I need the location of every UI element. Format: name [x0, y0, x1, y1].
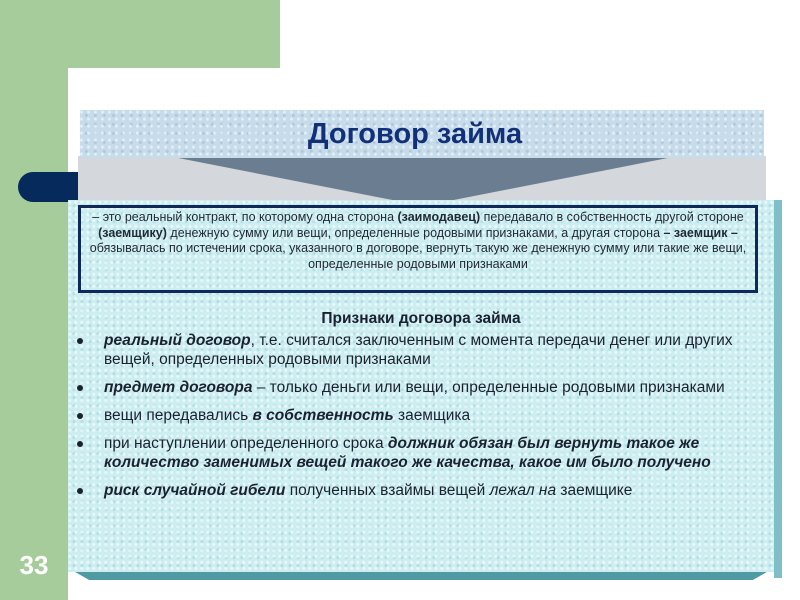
bullet-icon: [73, 378, 87, 397]
feature-item: [70, 378, 760, 397]
feature-item: [70, 481, 760, 500]
features-title: Признаки договора займа: [321, 310, 521, 327]
feature-emphasis: в собственность: [252, 407, 394, 424]
feature-text: вещи передавались: [104, 407, 253, 424]
features-list: [70, 331, 760, 509]
bullet-icon: [73, 406, 87, 425]
definition-borrower: (заемщику): [98, 225, 167, 240]
slide-number: 33: [19, 550, 49, 580]
title-box: [80, 110, 764, 158]
definition-text: передавало в собственность другой стороне: [480, 210, 744, 224]
feature-text: – только деньги или вещи, определенные родовыми признаками: [252, 379, 725, 396]
green-side-band: [0, 0, 68, 600]
bullet-icon: [73, 481, 87, 500]
feature-item: [70, 434, 760, 472]
feature-emphasis: риск случайной гибели: [104, 482, 286, 499]
content-box-edge: [774, 200, 782, 578]
feature-italic: лежал на: [489, 482, 557, 499]
feature-emphasis: должник обязан был вернуть такое же количество заменимых вещей такого же качества, какое им было получено: [104, 435, 711, 471]
slide-title: Договор займа: [307, 117, 523, 150]
feature-text: заемщике: [556, 482, 633, 499]
definition-text: – это реальный контракт, по которому одна сторона: [92, 210, 398, 224]
bullet-icon: [73, 331, 87, 350]
feature-item: [70, 406, 760, 425]
feature-emphasis: предмет договора: [104, 379, 253, 396]
feature-text: , т.е. считался заключенным с момента передачи денег или других вещей, определенных родовыми признаками: [104, 332, 733, 368]
definition-text: денежную сумму или вещи, определенные родовыми признаками, а другая сторона: [166, 225, 664, 240]
feature-item: [70, 331, 760, 369]
definition-borrower-term: – заемщик –: [663, 225, 738, 240]
bullet-icon: [73, 434, 87, 453]
feature-text: полученных взаймы вещей: [285, 482, 490, 499]
feature-text: при наступлении определенного срока: [104, 435, 388, 452]
definition-box: [78, 205, 758, 293]
definition-lender: (заимодавец): [397, 210, 481, 224]
feature-text: заемщика: [393, 407, 471, 424]
feature-emphasis: реальный договор: [104, 332, 251, 349]
definition-text: обязывалась по истечении срока, указанного в договоре, вернуть такую же денежную сумму или такие же вещи, определенные родовыми признаками: [89, 241, 747, 271]
